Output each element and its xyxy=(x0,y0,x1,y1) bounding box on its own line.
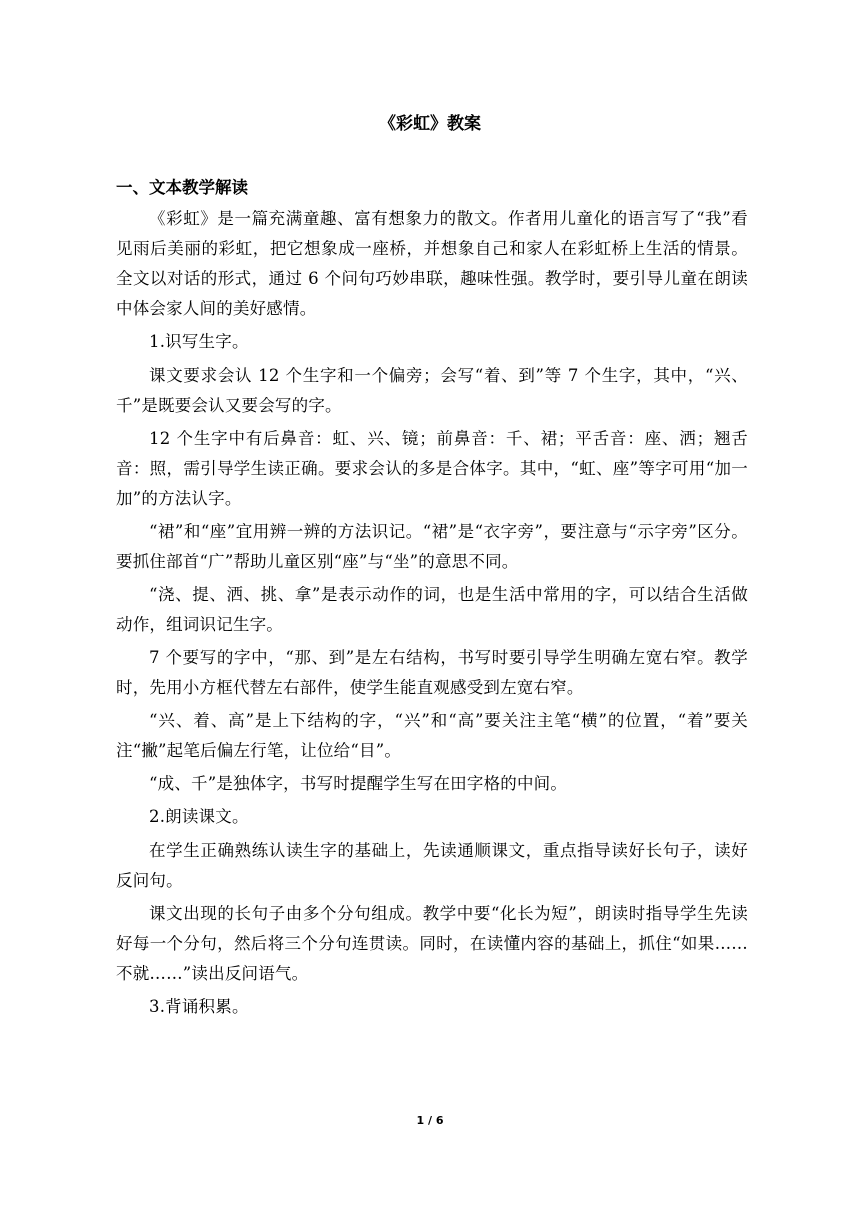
paragraph: 12 个生字中有后鼻音：虹、兴、镜；前鼻音：千、裙；平舌音：座、洒；翘舌音：照，需引导学生读正确。要求会认的多是合体字。其中，“虹、座”等字可用“加一加”的方法认字。 xyxy=(116,429,748,508)
paragraph: “裙”和“座”宜用辨一辨的方法识记。“裙”是“衣字旁”，要注意与“示字旁”区分。要抓住部首“广”帮助儿童区别“座”与“坐”的意思不同。 xyxy=(116,522,748,571)
paragraph: 课文要求会认 12 个生字和一个偏旁；会写“着、到”等 7 个生字，其中，“兴、千”是既要会认又要会写的字。 xyxy=(116,366,748,415)
list-item-heading: 1.识写生字。 xyxy=(149,332,249,351)
list-item-heading: 3.背诵积累。 xyxy=(149,997,249,1016)
paragraph: 在学生正确熟练认读生字的基础上，先读通顺课文，重点指导读好长句子，读好反问句。 xyxy=(116,841,748,890)
paragraph: 7 个要写的字中，“那、到”是左右结构，书写时要引导学生明确左宽右窄。教学时，先用小方框代替左右部件，使学生能直观感受到左宽右窄。 xyxy=(116,648,748,697)
paragraph: “兴、着、高”是上下结构的字，“兴”和“高”要关注主笔“横”的位置，“着”要关注“撇”起笔后偏左行笔，让位给“目”。 xyxy=(116,711,748,760)
paragraph: 《彩虹》是一篇充满童趣、富有想象力的散文。作者用儿童化的语言写了“我”看见雨后美丽的彩虹，把它想象成一座桥，并想象自己和家人在彩虹桥上生活的情景。全文以对话的形式，通过 6 个问句巧妙串联，趣味性强。教学时，要引导儿童在朗读中体会家人间的美好感情。 xyxy=(116,209,748,318)
paragraph: “浇、提、洒、挑、拿”是表示动作的词，也是生活中常用的字，可以结合生活做动作，组词识记生字。 xyxy=(116,585,748,634)
document-body xyxy=(116,176,748,1026)
section-heading: 一、文本教学解读 xyxy=(116,178,248,197)
paragraph: 课文出现的长句子由多个分句组成。教学中要“化长为短”，朗读时指导学生先读好每一个分句，然后将三个分句连贯读。同时，在读懂内容的基础上，抓住“如果……不就……”读出反问语气。 xyxy=(116,904,748,983)
page-number: 1 / 6 xyxy=(416,1114,444,1127)
list-item-heading: 2.朗读课文。 xyxy=(149,807,249,826)
document-title: 《彩虹》教案 xyxy=(379,114,481,134)
paragraph: “成、千”是独体字，书写时提醒学生写在田字格的中间。 xyxy=(149,774,568,793)
